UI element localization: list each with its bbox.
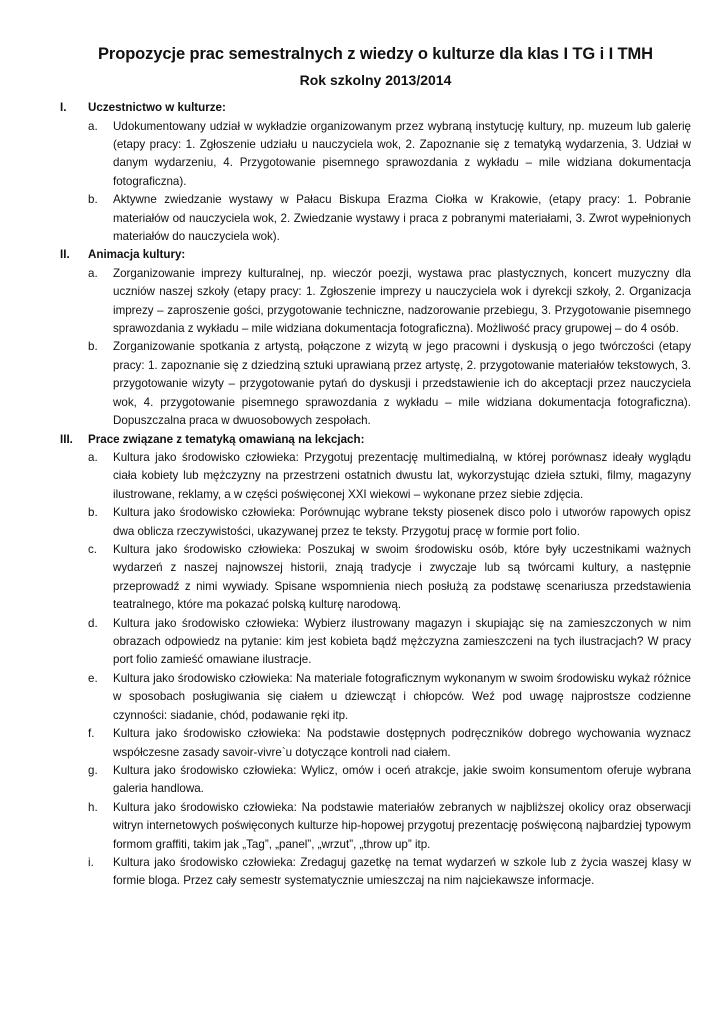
- item-letter: a.: [88, 266, 98, 280]
- list-item: [60, 265, 691, 339]
- section-items: [60, 118, 691, 247]
- item-text: Zorganizowanie imprezy kulturalnej, np. wieczór poezji, wystawa prac plastycznych, koncert muzyczny dla uczniów naszej szkoły (etapy pracy: 1. Zgłoszenie imprezy u nauczyciela wok i dyrekcji szkoły, 2. Organizacja imprezy – zaproszenie gości, przygotowanie techniczne, nadzorowanie przebiegu, 3. Przygotowanie pisemnego sprawozdania z wykładu – mile widziana dokumentacja fotograficzna). Możliwość pracy grupowej – do 4 osób.: [113, 266, 691, 336]
- section-3: [60, 431, 691, 891]
- section-heading: [60, 431, 691, 450]
- section-title: Animacja kultury:: [88, 248, 186, 262]
- section-number: I.: [60, 101, 67, 114]
- item-text: Kultura jako środowisko człowieka: Porównując wybrane teksty piosenek disco polo i utworów rapowych opisz dwa oblicza rzeczywistości, ukazywanej przez te teksty. Przygotuj pracę w formie port folio.: [113, 506, 691, 538]
- section-items: [60, 265, 691, 431]
- section-title: Uczestnictwo w kulturze:: [88, 101, 226, 114]
- list-item: [60, 449, 691, 504]
- section-1: [60, 99, 691, 246]
- list-item: [60, 725, 691, 762]
- item-letter: a.: [88, 119, 98, 133]
- section-number: III.: [60, 432, 73, 446]
- item-text: Udokumentowany udział w wykładzie organizowanym przez wybraną instytucję kultury, np. muzeum lub galerię (etapy pracy: 1. Zgłoszenie udziału u nauczyciela wok, 2. Zapoznanie się z tematyką wydarzenia, 3. Udział w danym wydarzeniu, 4. Przygotowanie pisemnego sprawozdania z wykładu – mile widziana dokumentacja fotograficzna).: [113, 119, 691, 188]
- item-text: Kultura jako środowisko człowieka: Na podstawie dostępnych podręczników dobrego wychowania wyznacz współczesne zasady savoir-vivre`u dotyczące kontroli nad ciałem.: [113, 727, 691, 759]
- list-item: [60, 338, 691, 430]
- list-item: [60, 615, 691, 670]
- item-text: Kultura jako środowisko człowieka: Wybierz ilustrowany magazyn i skupiając się na zamieszczonych w nim obrazach odpowiedz na pytanie: kim jest kobieta bądź mężczyzna zamieszczeni na tych ilustracjach? W pracy port folio zamieść omawiane ilustracje.: [113, 616, 691, 667]
- item-text: Aktywne zwiedzanie wystawy w Pałacu Biskupa Erazma Ciołka w Krakowie, (etapy pracy: 1. Pobranie materiałów od nauczyciela wok, 2. Zwiedzanie wystawy i praca z pobranymi materiałami, 3. Zwrot wypełnionych materiałów do nauczyciela wok).: [113, 193, 691, 243]
- item-letter: f.: [88, 727, 95, 741]
- section-number: II.: [60, 248, 70, 262]
- item-text: Zorganizowanie spotkania z artystą, połączone z wizytą w jego pracowni i dyskusją o jego twórczości (etapy pracy: 1. zapoznanie się z dziedziną sztuki uprawianą przez artystę, 2. przygotowanie materiałów tekstowych, 3. przygotowanie wizyty – przygotowanie pytań do dyskusji i przedstawienie ich do akceptacji przez nauczyciela wok, 4. przygotowanie pisemnego sprawozdania z wykładu – mile widziana dokumentacja fotograficzna). Dopuszczalna praca w dwuosobowych zespołach.: [113, 340, 691, 428]
- item-text: Kultura jako środowisko człowieka: Zredaguj gazetkę na temat wydarzeń w szkole lub z życia waszej klasy w formie bloga. Przez cały semestr systematycznie umieszczaj na nim najciekawsze informacje.: [113, 855, 691, 888]
- section-items: [60, 449, 691, 891]
- list-item: [60, 670, 691, 725]
- item-letter: e.: [88, 671, 98, 685]
- section-heading: [60, 246, 691, 265]
- item-letter: g.: [88, 763, 98, 777]
- item-letter: b.: [88, 193, 98, 207]
- list-item: [60, 191, 691, 246]
- document-title: Propozycje prac semestralnych z wiedzy o kulturze dla klas I TG i I TMH: [98, 45, 653, 63]
- item-letter: c.: [88, 543, 98, 557]
- list-item: [60, 504, 691, 541]
- item-text: Kultura jako środowisko człowieka: Poszukaj w swoim środowisku osób, które były uczestnikami ważnych wydarzeń z naszej najnowszej historii, znają tradycje i zwyczaje lub są twórcami kultury, a następnie przeprowadź z nimi wywiady. Spisane wspomnienia niech posłużą za podstawę scenariusza przedstawienia teatralnego, które ma pokazać polską kulturę narodową.: [113, 543, 691, 612]
- list-item: [60, 118, 691, 192]
- section-heading: [60, 99, 691, 118]
- item-letter: d.: [88, 616, 98, 630]
- item-text: Kultura jako środowisko człowieka: Wylicz, omów i oceń atrakcje, jakie swoim konsumentom oferuje wybrana galeria handlowa.: [113, 763, 691, 796]
- list-item: [60, 799, 691, 854]
- section-2: [60, 246, 691, 430]
- item-text: Kultura jako środowisko człowieka: Na materiale fotograficznym wykonanym w swoim środowisku wykaż różnice w sposobach posługiwania się ciałem u dziewcząt i chłopców. Weź pod uwagę najprostsze codzienne czynności: siadanie, chód, podawanie ręki itp.: [113, 671, 691, 722]
- section-title: Prace związane z tematyką omawianą na lekcjach:: [88, 432, 365, 446]
- item-letter: b.: [88, 340, 98, 354]
- list-item: [60, 854, 691, 891]
- document-subtitle: Rok szkolny 2013/2014: [299, 72, 452, 88]
- item-letter: h.: [88, 800, 98, 814]
- item-letter: b.: [88, 506, 98, 520]
- list-item: [60, 762, 691, 799]
- item-letter: i.: [88, 855, 94, 869]
- item-text: Kultura jako środowisko człowieka: Przygotuj prezentację multimedialną, w której porównasz ideały wyglądu ciała kobiety lub mężczyzny na przestrzeni ostatnich dwustu lat, wykorzystując dzieła sztuki, filmy, magazyny ilustrowane, reklamy, a w części poświęconej XXI wiekowi – wykonane przez siebie zdjęcia.: [113, 451, 691, 501]
- item-letter: a.: [88, 451, 98, 464]
- item-text: Kultura jako środowisko człowieka: Na podstawie materiałów zebranych w najbliższej okolicy oraz obserwacji witryn internetowych poświęconych kulturze hip-hopowej przygotuj prezentację poświęconą najbardziej typowym formom graffiti, takim jak „Tag”, „panel”, „wrzut”, „throw up” itp.: [113, 800, 691, 851]
- list-item: [60, 541, 691, 615]
